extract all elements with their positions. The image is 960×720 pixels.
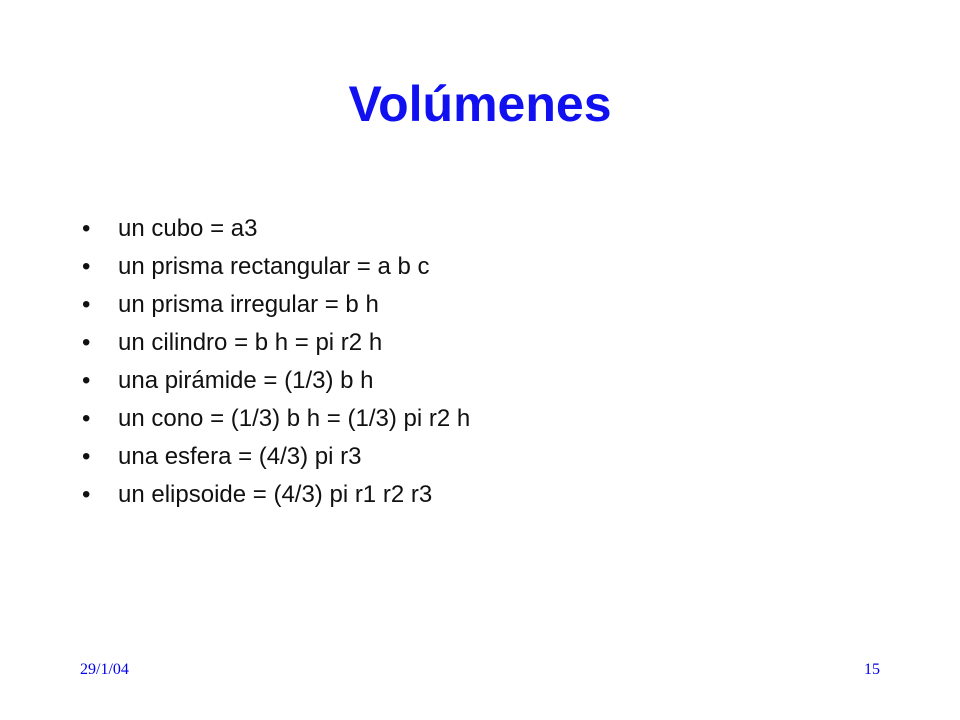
bullet-icon: • — [82, 443, 91, 470]
bullet-icon: • — [82, 481, 91, 508]
bullet-icon: • — [82, 253, 91, 280]
list-item-text: un elipsoide = (4/3) pi r1 r2 r3 — [118, 481, 433, 508]
list-item-text: un cilindro = b h = pi r2 h — [118, 329, 383, 356]
bullet-icon: • — [82, 367, 91, 394]
list-item-text: una pirámide = (1/3) b h — [118, 367, 374, 394]
bullet-icon: • — [82, 215, 91, 242]
bullet-icon: • — [82, 291, 91, 318]
list-item-text: un cono = (1/3) b h = (1/3) pi r2 h — [118, 405, 471, 432]
slide-title: Volúmenes — [348, 76, 612, 132]
list-item-text: un cubo = a3 — [118, 215, 258, 242]
bullet-icon: • — [82, 329, 91, 356]
list-item-text: una esfera = (4/3) pi r3 — [118, 443, 362, 470]
footer-date: 29/1/04 — [80, 661, 129, 678]
list-item-text: un prisma irregular = b h — [118, 291, 379, 318]
bullet-icon: • — [82, 405, 91, 432]
list-item-text: un prisma rectangular = a b c — [118, 253, 430, 280]
page-number: 15 — [864, 661, 880, 678]
